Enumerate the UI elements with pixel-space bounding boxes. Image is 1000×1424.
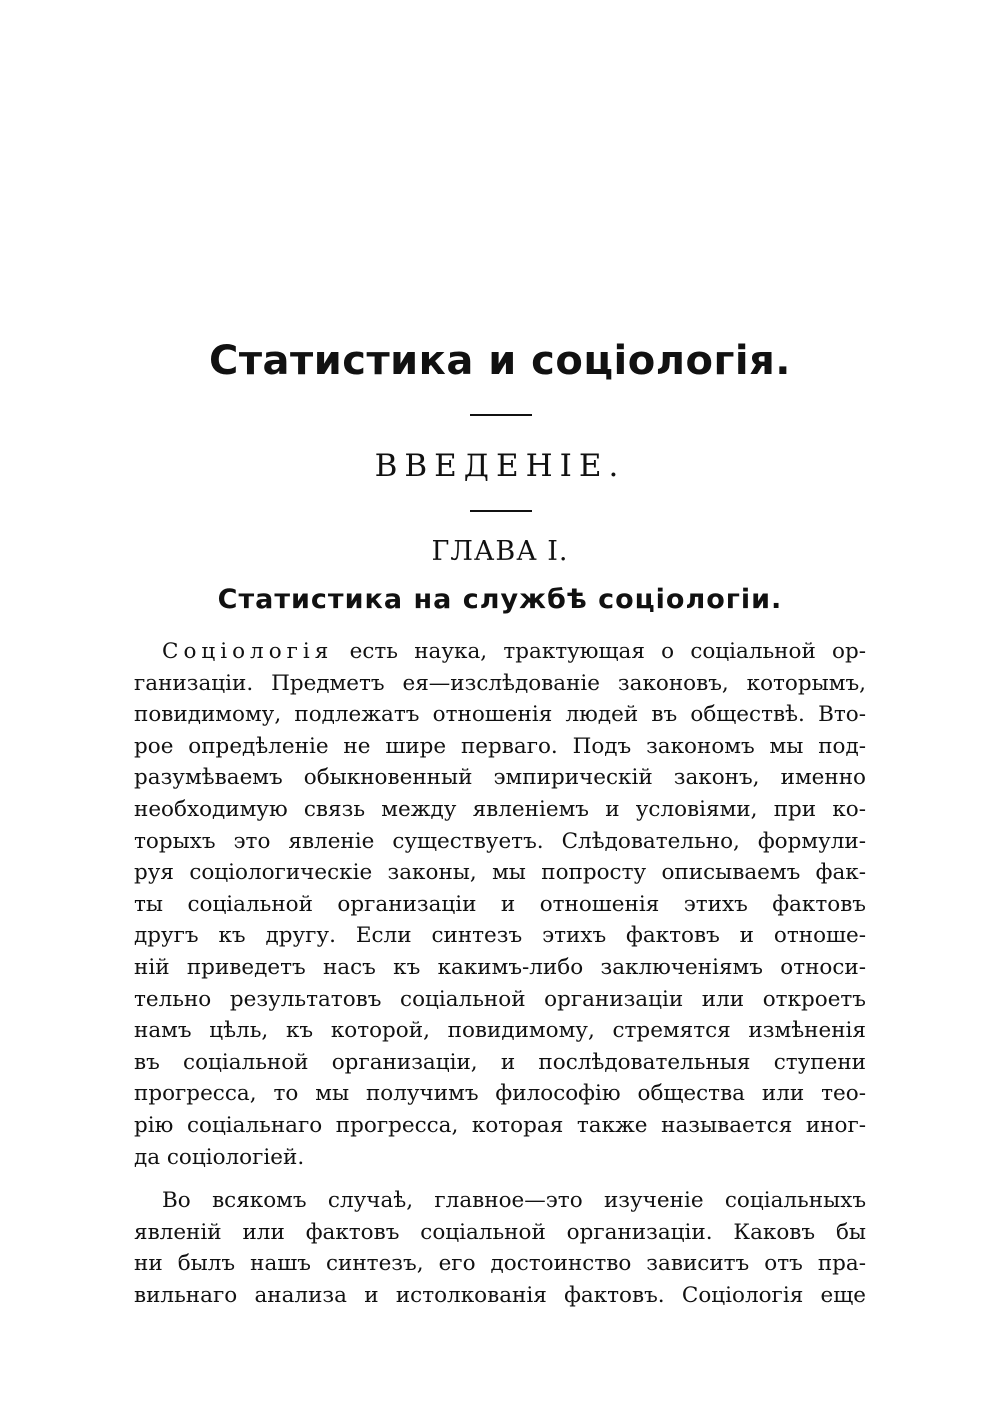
text-line: повидимому, подлежатъ отношенія людей въ обществѣ. Вто- <box>134 702 866 728</box>
paragraph <box>134 636 866 1173</box>
text-line: намъ цѣль, къ которой, повидимому, стремятся измѣненія <box>134 1018 866 1044</box>
text-line: да соціологіей. <box>134 1144 305 1170</box>
text-line: рію соціальнаго прогресса, которая также называется иног- <box>134 1112 866 1138</box>
text-line: ты соціальной организаціи и отношенія этихъ фактовъ <box>134 891 866 917</box>
body-text <box>134 636 866 1311</box>
part-heading: ВВЕДЕНІЕ. <box>374 448 626 484</box>
chapter-label: ГЛАВА I. <box>431 536 569 567</box>
text-line: ганизаціи. Предметъ ея—изслѣдованіе законовъ, которымъ, <box>134 670 866 696</box>
text-line: ній приведетъ насъ къ какимъ-либо заключеніямъ относи- <box>134 954 866 980</box>
paragraph-gap <box>134 1173 866 1185</box>
text-line: тельно результатовъ соціальной организаціи или откроетъ <box>134 986 866 1012</box>
text-line: въ соціальной организаціи, и послѣдовательныя ступени <box>134 1049 866 1075</box>
text-line: явленій или фактовъ соціальной организаціи. Каковъ бы <box>134 1219 866 1245</box>
text-line: Во всякомъ случаѣ, главное—это изученіе соціальныхъ <box>162 1188 866 1214</box>
text-fragment: есть наука, трактующая о соціальной ор- <box>349 639 866 664</box>
text-line: торыхъ это явленіе существуетъ. Слѣдовательно, формули- <box>134 828 866 854</box>
text-line: вильнаго анализа и истолкованія фактовъ. Соціологія еще <box>134 1282 866 1308</box>
section-divider <box>470 510 532 512</box>
paragraph <box>134 1185 866 1311</box>
chapter-title: Статистика на службѣ соціологіи. <box>217 584 783 615</box>
text-line: рое опредѣленіе не шире перваго. Подъ закономъ мы под- <box>134 733 866 759</box>
text-line: другъ къ другу. Если синтезъ этихъ фактовъ и отноше- <box>134 923 866 949</box>
text-line <box>134 636 866 668</box>
text-line: разумѣваемъ обыкновенный эмпирическій законъ, именно <box>134 765 866 791</box>
title-divider <box>470 414 532 416</box>
lead-word: Соціологія <box>162 639 334 664</box>
text-line: ни былъ нашъ синтезъ, его достоинство зависитъ отъ пра- <box>134 1251 866 1277</box>
text-line: руя соціологическіе законы, мы попросту описываемъ фак- <box>134 860 866 886</box>
text-line: прогресса, то мы получимъ философію общества или тео- <box>134 1081 866 1107</box>
text-line: необходимую связь между явленіемъ и условіями, при ко- <box>134 796 866 822</box>
book-title: Статистика и соціологія. <box>209 338 791 384</box>
